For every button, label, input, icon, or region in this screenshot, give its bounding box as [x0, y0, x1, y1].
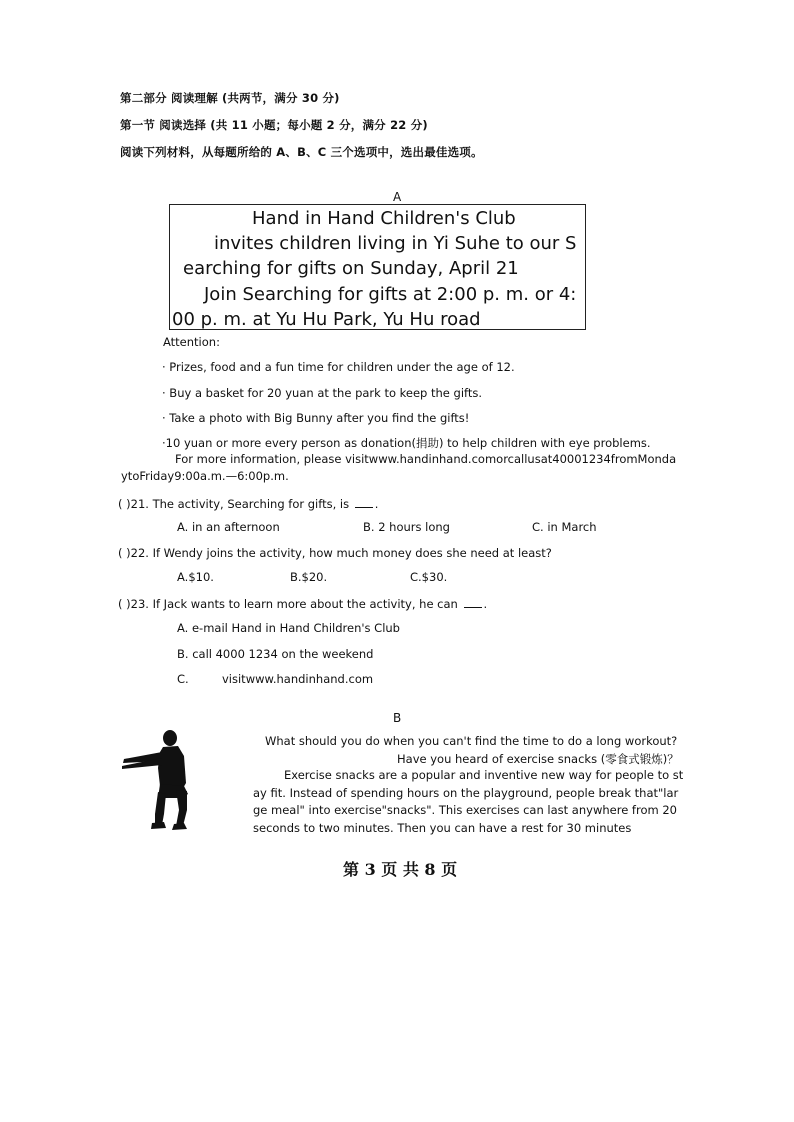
page-number: 第 3 页 共 8 页: [343, 860, 458, 879]
notice-line: 00 p. m. at Yu Hu Park, Yu Hu road: [172, 309, 481, 330]
answer-bracket[interactable]: ( ): [118, 497, 131, 511]
info-line: For more information, please visitwww.handinhand.comorcallusat40001234fromMonda: [175, 452, 677, 466]
option-c: C.$30.: [410, 570, 448, 584]
bullet-item: ·10 yuan or more every person as donation(捐助) to help children with eye problems.: [162, 436, 651, 450]
option-b: B. call 4000 1234 on the weekend: [177, 647, 374, 661]
instruction: 阅读下列材料，从每题所给的 A、B、C 三个选项中，选出最佳选项。: [120, 145, 483, 159]
attention-label: Attention:: [163, 335, 220, 349]
info-line: ytoFriday9:00a.m.—6:00p.m.: [121, 469, 289, 483]
option-a: A. e-mail Hand in Hand Children's Club: [177, 621, 400, 635]
notice-line: Join Searching for gifts at 2:00 p. m. or 4:: [204, 284, 577, 305]
passage-b-line: seconds to two minutes. Then you can have a rest for 30 minutes: [253, 821, 632, 835]
option-c: C. in March: [532, 520, 597, 534]
bullet-item: · Buy a basket for 20 yuan at the park to keep the gifts.: [162, 386, 483, 400]
option-b: B.$20.: [290, 570, 328, 584]
passage-b-line: Have you heard of exercise snacks (零食式锻炼)？: [397, 752, 679, 766]
question-21: [118, 497, 378, 511]
question-stem: 22. If Wendy joins the activity, how much money does she need at least?: [130, 546, 552, 560]
answer-bracket[interactable]: ( ): [118, 597, 131, 611]
passage-b-line: Exercise snacks are a popular and inventive new way for people to st: [284, 768, 684, 782]
passage-b-line: ge meal" into exercise"snacks". This exercises can last anywhere from 20: [253, 803, 677, 817]
option-c-text: visitwww.handinhand.com: [222, 672, 374, 686]
notice-box: [169, 204, 586, 330]
passage-a-label: A: [393, 190, 402, 204]
bullet-item: · Take a photo with Big Bunny after you find the gifts!: [162, 411, 470, 425]
question-end: .: [374, 497, 379, 511]
question-23: [118, 597, 487, 611]
notice-line: invites children living in Yi Suhe to our S: [214, 233, 577, 254]
part-heading: 第二部分 阅读理解 (共两节，满分 30 分): [120, 91, 340, 105]
question-stem: 23. If Jack wants to learn more about the activity, he can: [130, 597, 458, 611]
question-22: [118, 546, 552, 560]
option-a: A.$10.: [177, 570, 214, 584]
answer-bracket[interactable]: ( ): [118, 546, 131, 560]
notice-line: Hand in Hand Children's Club: [252, 208, 516, 229]
answer-blank: [464, 598, 482, 608]
question-stem: 21. The activity, Searching for gifts, is: [130, 497, 350, 511]
option-c: C.: [177, 672, 189, 686]
answer-blank: [355, 498, 373, 508]
passage-b-line: What should you do when you can't find the time to do a long workout?: [265, 734, 678, 748]
passage-b-label: B: [393, 711, 402, 725]
bullet-item: · Prizes, food and a fun time for children under the age of 12.: [162, 360, 515, 374]
option-a: A. in an afternoon: [177, 520, 280, 534]
option-b: B. 2 hours long: [363, 520, 450, 534]
notice-line: earching for gifts on Sunday, April 21: [183, 258, 519, 279]
question-end: .: [483, 597, 488, 611]
section-heading: 第一节 阅读选择 (共 11 小题；每小题 2 分，满分 22 分): [120, 118, 428, 132]
passage-b-line: ay fit. Instead of spending hours on the playground, people break that"lar: [253, 786, 679, 800]
squatting-person-icon: [118, 728, 210, 834]
